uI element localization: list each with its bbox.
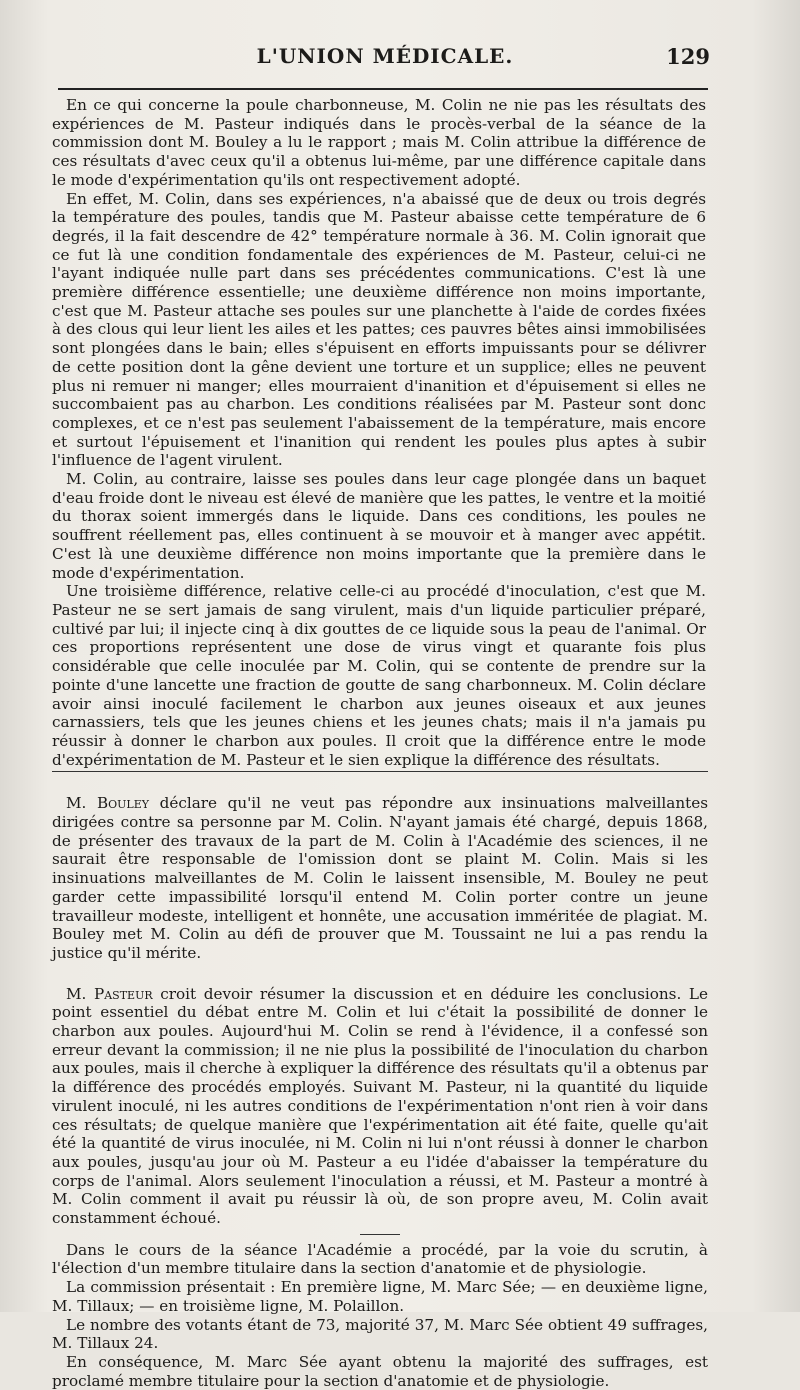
running-title: L'UNION MÉDICALE. <box>256 44 514 68</box>
paragraph: En ce qui concerne la poule charbonneuse, M. Colin ne nie pas les résultats des expériences de M. Pasteur indiqués dans le procès-verbal de la séance de la commission dont M. Bouley a lu le rapport ; mais M. Colin attribue la différence de ces résultats d'avec ceux qu'il a obtenus lui-même, par une différence capitale dans le mode d'expérimentation qu'ils ont respectivement adopté. <box>52 96 706 189</box>
paragraph: En effet, M. Colin, dans ses expériences, n'a abaissé que de deux ou trois degrés la température des poules, tandis que M. Pasteur abaisse cette température de 6 degrés, il la fait descendre de 42° température normale à 36. M. Colin ignorait que ce fut là une condition fondamentale des expériences de M. Pasteur, celui-ci ne l'ayant indiquée nulle part dans ses précédentes communications. C'est là une première différence essentielle; une deuxième différence non moins importante, c'est que M. Pasteur attache ses poules sur une planchette à l'aide de cordes fixées à des clous qui leur lient les ailes et les pattes; ces pauvres bêtes ainsi immobilisées sont plongées dans le bain; elles s'épuisent en efforts impuissants pour se délivrer de cette position dont la gêne devient une torture et un supplice; elles ne peuvent plus ni remuer ni manger; elles mourraient d'inanition et d'épuisement si elles ne succombaient pas au charbon. Les conditions réalisées par M. Pasteur sont donc complexes, et ce n'est pas seulement l'abaissement de la température, mais encore et surtout l'épuisement et l'inanition qui rendent les poules plus aptes à subir l'influence de l'agent virulent. <box>52 189 706 470</box>
election-paragraph: Dans le cours de la séance l'Académie a procédé, par la voie du scrutin, à l'élection d'un membre titulaire dans la section d'anatomie et de physiologie. <box>52 1240 708 1278</box>
bouley-paragraph <box>52 794 708 962</box>
pasteur-paragraph <box>52 985 708 1228</box>
paragraph-text: croit devoir résumer la discussion et en déduire les conclusions. Le point essentiel du débat entre M. Colin et lui c'était la possibilité de donner le charbon aux poules. Aujourd'hui M. Colin se rend à l'évidence, il a confessé son erreur devant la commission; il ne nie plus la possibilité de l'inoculation du charbon aux poules, mais il cherche à expliquer la différence des résultats qu'il a obtenus par la différence des procédés employés. Suivant M. Pasteur, ni la quantité du liquide virulent inoculé, ni les autres conditions de l'expérimentation n'ont rien à voir dans ces résultats; de quelque manière que l'expérimentation ait été faite, quelle qu'ait été la quantité de virus inoculée, ni M. Colin ni lui n'ont réussi à donner le charbon aux poules, jusqu'au jour où M. Pasteur a eu l'idée d'abaisser la température du corps de l'animal. Alors seulement l'inoculation a réussi, et M. Pasteur a montré à M. Colin comment il avait pu réussir là où, de son propre aveu, M. Colin avait constamment échoué. <box>52 984 708 1228</box>
page-header <box>60 44 710 78</box>
speaker-name: M. Pasteur <box>66 984 153 1003</box>
speaker-name: M. Bouley <box>66 794 150 813</box>
page-number: 129 <box>666 44 710 69</box>
election-paragraph: Le nombre des votants étant de 73, majorité 37, M. Marc Sée obtient 49 suffrages, M. Tillaux 24. <box>52 1315 708 1353</box>
spacer <box>52 772 708 794</box>
spacer <box>52 963 708 985</box>
paragraph-text: déclare qu'il ne veut pas répondre aux insinuations malveillantes dirigées contre sa personne par M. Colin. N'ayant jamais été chargé, depuis 1868, de présenter des travaux de la part de M. Colin à l'Académie des sciences, il ne saurait être responsable de l'omission dont se plaint M. Colin. Mais si les insinuations malveillantes de M. Colin le laissent insensible, M. Bouley ne peut garder cette impassibilité lorsqu'il entend M. Colin porter contre un jeune travailleur modeste, intelligent et honnête, une accusation imméritée de plagiat. M. Bouley met M. Colin au défi de prouver que M. Toussaint ne lui a pas rendu la justice qu'il mérite. <box>52 794 708 962</box>
colin-section <box>52 96 706 769</box>
article-body <box>52 96 708 1390</box>
header-rule <box>58 88 708 90</box>
short-rule <box>360 1234 400 1235</box>
election-paragraph: La commission présentait : En première ligne, M. Marc Sée; — en deuxième ligne, M. Tillaux; — en troisième ligne, M. Polaillon. <box>52 1278 708 1315</box>
paragraph: M. Colin, au contraire, laisse ses poules dans leur cage plongée dans un baquet d'eau froide dont le niveau est élevé de manière que les pattes, le ventre et la moitié du thorax soient immergés dans le liquide. Dans ces conditions, les poules ne souffrent réellement pas, elles continuent à se mouvoir et à manger avec appétit. C'est là une deuxième différence non moins importante que la première dans le mode d'expérimentation. <box>52 470 706 582</box>
election-paragraph: En conséquence, M. Marc Sée ayant obtenu la majorité des suffrages, est proclamé membre titulaire pour la section d'anatomie et de physiologie. <box>52 1353 708 1390</box>
paragraph: Une troisième différence, relative celle-ci au procédé d'inoculation, c'est que M. Pasteur ne se sert jamais de sang virulent, mais d'un liquide particulier préparé, cultivé par lui; il injecte cinq à dix gouttes de ce liquide sous la peau de l'animal. Or ces proportions représentent une dose de virus vingt et quarante fois plus considérable que celle inoculée par M. Colin, qui se contente de prendre sur la pointe d'une lancette une fraction de goutte de sang charbonneux. M. Colin déclare avoir ainsi inoculé facilement le charbon aux jeunes oiseaux et aux jeunes carnassiers, tels que les jeunes chiens et les jeunes chats; mais il n'a jamais pu réussir à donner le charbon aux poules. Il croit que la différence entre le mode d'expérimentation de M. Pasteur et le sien explique la différence des résultats. <box>52 582 706 769</box>
